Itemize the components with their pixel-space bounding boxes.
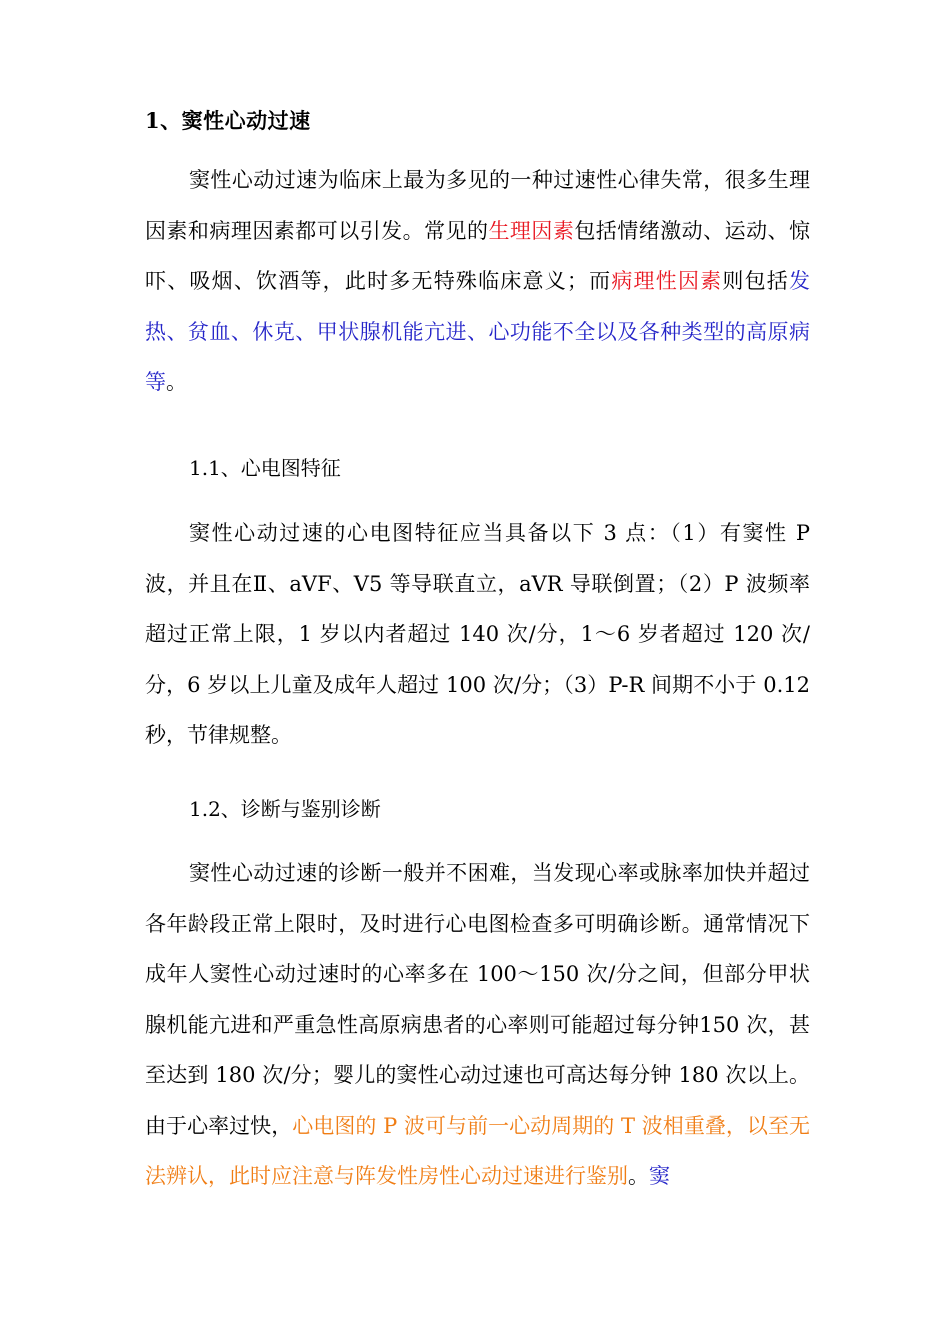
p-wave-overlap-highlight: 心电图的 P 波可与前一心动周期的 T 波相重叠，以至无法辨认，此时应注意与阵发性房性心动过速进行鉴别: [145, 1113, 811, 1188]
pathological-list-highlight: 发热、贫血、休克、甲状腺机能亢进、心功能不全以及各种类型的高原病等: [145, 269, 811, 394]
physiological-factors-highlight: 生理因素: [488, 218, 575, 243]
subheading-diagnosis: 1.2、诊断与鉴别诊断: [189, 797, 381, 821]
paragraph-diagnosis: [145, 848, 810, 1202]
intro-text-1: 窦性心动过速为临床上最为多见的一种过速性心律失常，很多生理因素和病理因素都可以引发。常见的: [145, 168, 810, 243]
diagnosis-text-1: 窦性心动过速的诊断一般并不困难，当发现心率或脉率加快并超过各年龄段正常上限时，及时进行心电图检查多可明确诊断。通常情况下成年人窦性心动过速时的心率多在 100～150 次/分之间，但部分甲状腺机能亢进和严重急性高原病患者的心率则可能超过每分钟150 次，甚至达到 180 次/分；婴儿的窦性心动过速也可高达每分钟 180 次以上。由于心率过快，: [145, 861, 810, 1138]
intro-text-3: 则包括: [722, 269, 790, 293]
section-heading: 1、窦性心动过速: [145, 108, 311, 133]
continuation-text: 窦: [649, 1164, 670, 1188]
intro-text-4: 。: [166, 370, 187, 394]
paragraph-intro: [145, 155, 810, 408]
paragraph-ecg-features: 窦性心动过速的心电图特征应当具备以下 3 点：（1）有窦性 P 波，并且在Ⅱ、aVF、V5 等导联直立，aVR 导联倒置；（2）P 波频率超过正常上限，1 岁以内者超过 140 次/分，1～6 岁者超过 120 次/分，6 岁以上儿童及成年人超过 100 次/分；（3）P-R 间期不小于 0.12 秒，节律规整。: [145, 521, 810, 747]
intro-text-2: 包括情绪激动、运动、惊吓、吸烟、饮酒等，此时多无特殊临床意义；而: [145, 218, 811, 293]
subheading-ecg-features: 1.1、心电图特征: [189, 456, 341, 480]
pathological-factors-highlight: 病理性因素: [611, 269, 723, 293]
diagnosis-text-2: 。: [628, 1164, 649, 1188]
